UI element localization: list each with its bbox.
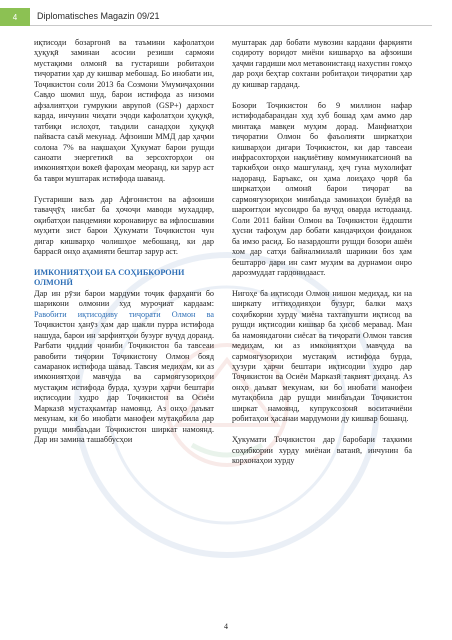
left-paragraph-3-intro: Дар ин рӯзи барои мардуми тоҷик фарҳанги бо шарикони олмонии худ муроҷиат кардаам: [34,288,214,309]
right-paragraph-4: Ҳукумати Тоҷикистон дар баробари таҳкими соҳибкории хурду миёнаи ватанӣ, инчунин ба корхонаҳои хурду [232,435,412,466]
right-column [232,38,412,467]
header-divider [30,25,432,26]
left-paragraph-3-body: Тоҷикистон ҳанӯз ҳам дар шакли пурра истифода нашуда, барои ин зарфиятҳои бузург вуҷуд доранд. Рағбати ҷиддии ҷониби Тоҷикистон ба тавсеаи равобити тиҷории Тоҷикистону Олмон бояд самаранок истифода шавад. Тавсия медиҳам, ки аз имкониятҳои мавҷуда ва сармоягузориҳои мустақим истифода бурда, ҳузури ҳарчи бештари иқтисодии худро дар Тоҷикистон ва Осиёи Марказӣ мустаҳкамтар намоянд. Аз онҳо даъват мекунам, ки бо инобати манофеи мутақобила дар рушди минбаъдаи Тоҷикистон ширкат намоянд. Дар ин замина ташаббусҳои [34,320,214,445]
left-paragraph-3 [34,289,214,446]
right-paragraph-1: муштарак дар бобати мувозин кардани фарқияти содироту воридот миёни кишварҳо ва афзоиши ҳаҷми гардиши мол метавонистанд нахустин гомҳо дар роҳи беҳтар сохтани робитаҳои тиҷоратии ҳар ду кишвар гарданд. [232,38,412,89]
left-paragraph-1: иқтисоди бозаргонӣ ва таъмини кафолатҳои ҳуқуқӣ заминаи асосии резиши сармояи мустақими олмонӣ ва густариши робитаҳои тиҷоратии ҳар ду кишвар мебошад. Бо инобати ин, Тоҷикистон соли 2013 ба Созмони Умумиҷаҳонии Савдо шомил шуд, барои истифода аз низоми афзалиятҳои гумрукии аврупоӣ (GSP+) дархост карда, инчунин чиҳати эҷоди кафолатҳои ҳуқуқӣ, татбиқи ислоҳот, таъдили санадҳои ҳуқуқӣ пайваста саъй мекунад. Афзоиши ММД дар ҳаҷми солона 7% ва нақшаҳои Ҳукумат барои рушди саноати энергетикӣ ва зерсохторҳои он имкониятҳои вокеӣ фароҳам меоранд, ки зарур аст ба таври муштарак истифода шаванд. [34,38,214,183]
section-heading: ИМКОНИЯТҲОИ БА СОҲИБКОРОНИ ОЛМОНӢ [34,267,185,288]
left-column [34,38,214,446]
right-paragraph-3: Нигоҳе ба иқтисоди Олмон нишон медиҳад, ки на ширкату иттиҳодияҳои бузург, балки маҳз соҳибкорни хурду миёна тахтапушти иқтисод ва рушди иқтисодии кишвар ба ҳисоб меравад. Ман ба намояндагони сиёсат ва тиҷорати Олмон тавсия медиҳам, ки аз имкониятҳои мавҷуда ва сармоягузориҳои мустақим истифода бурда, ҳузури ҳарчи бештари иқтисодии худро дар Тоҷикистон ва Осиёи Марказӣ тақвият диҳанд. Аз онҳо даъват мекунам, ки бо инобати манофеи мутақобила дар рушди минбаъдаи Тоҷикистон ширкат намоянд, купруксозонӣ воситачиёни робитаҳои ҳасанаи мардумони ду кишвар бошанд. [232,288,412,424]
right-paragraph-2: Бозори Тоҷикистон бо 9 миллион нафар истифодабарандан худ хуб бошад ҳам аммо дар минтақа мавқеи муҳим дорад. Манфиатҳои тиҷоратии Олмон бо фаъолияти ширкатҳои кишварҳои дигари Тоҷикистон, ки дар тавсеаи инфрасохторҳои нақлиётиву коммуникатсионӣ ва таркибҳои онҳо машғуланд, ҳеҷ гуна мухолифат надоранд. Баръакс, он ҳама лоиҳаҳо ҷорӣ ба ширкатҳои олмонӣ барои тиҷорат ва сармоягузориҳои минбаъда заминаҳои бунёдӣ ва шароитҳои мусоидро ба вуҷуд оварда истодаанд. Соли 2011 байни Олмон ва Тоҷикистон ёддошти ҳусни тафоҳум дар бобати кандаҷиҳои фоиданок ба имзо расид. Бо назардошти рушди бозори ашёи хом дар сатҳи байналмилалӣ шарикии боз ҳам бештарро дари ин самт муҳим ва дурнамои онро дарозмуддат гардонидааст. [232,100,412,277]
footer-page-number: 4 [224,622,228,631]
magazine-title: Diplomatisches Magazin 09/21 [37,11,160,21]
page-header [0,8,452,26]
left-paragraph-2: Густариши вазъ дар Афғонистон ва афзоиши таваҷҷӯҳ нисбат ба ҳочоҷи маводи мухаддир, оқибатҳои пандемияи коронавирус ва ифлосшавии муҳити зист барои Ҳукумати Тоҷикистон чун дигар кишварҳо чолишҳое мебошанд, ки дар баррасӣ онҳо аҳамияти бештар зарур аст. [34,194,214,257]
page-number-badge: 4 [0,8,30,26]
left-paragraph-3-highlight: Равобити иқтисодиву тиҷорати Олмон ва [34,309,214,319]
